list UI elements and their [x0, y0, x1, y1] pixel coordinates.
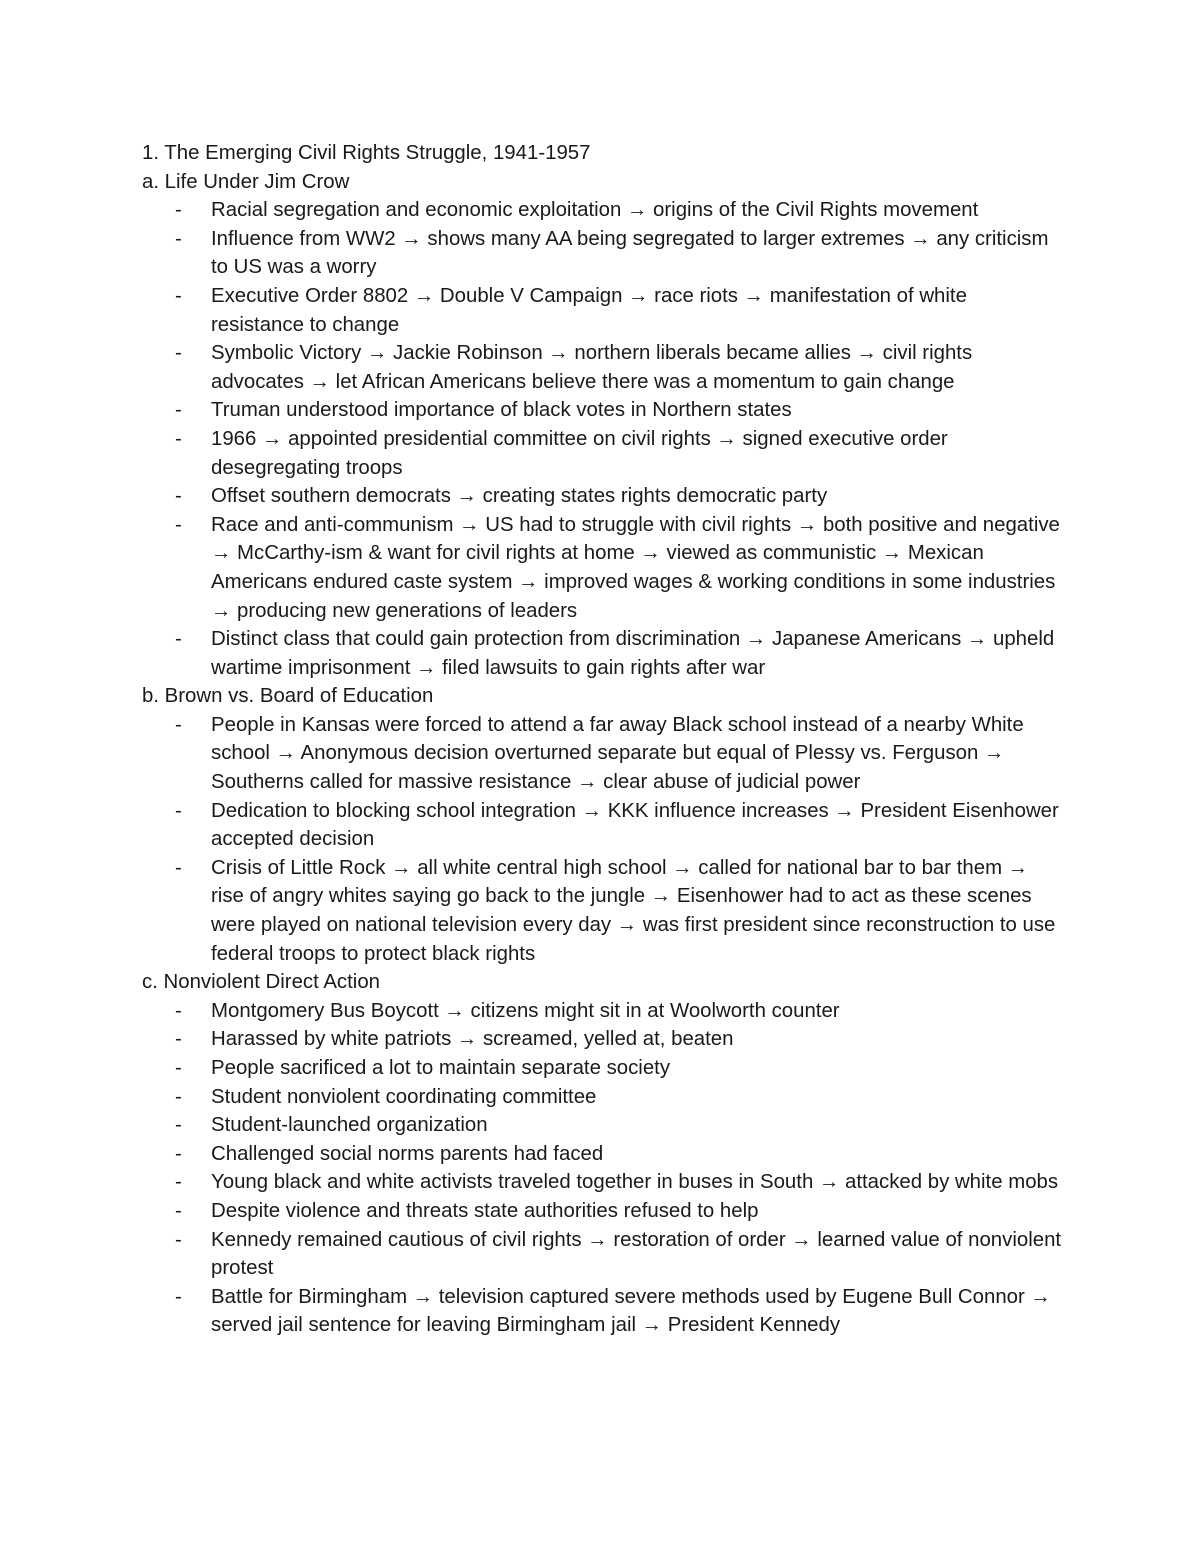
- list-item: [142, 1111, 1062, 1140]
- list-item-text: Executive Order 8802 → Double V Campaign → race riots → manifestation of white resistance to change: [211, 284, 967, 336]
- list-item: [142, 625, 1062, 682]
- bullet-dash: -: [175, 713, 182, 736]
- list-item: [142, 1226, 1062, 1283]
- list-item-text: Truman understood importance of black votes in Northern states: [211, 399, 792, 422]
- list-item-text: Harassed by white patriots → screamed, yelled at, beaten: [211, 1028, 734, 1051]
- bullet-dash: -: [175, 1085, 182, 1108]
- list-item-text: People sacrificed a lot to maintain separate society: [211, 1057, 671, 1079]
- list-item-text: Symbolic Victory → Jackie Robinson → northern liberals became allies → civil rights advocates → let African Americans believe there was a momentum to gain change: [211, 342, 973, 393]
- bullet-dash: -: [175, 1142, 182, 1165]
- list-item-text: Battle for Birmingham → television captured severe methods used by Eugene Bull Connor → served jail sentence for leaving Birmingham jail → President Kennedy: [211, 1285, 1051, 1337]
- list-item-text: Crisis of Little Rock → all white central high school → called for national bar to bar them → rise of angry whites saying go back to the jungle → Eisenhower had to act as these scenes were played on national television every day → was first president since reconstruction to use federal troops to protect black rights: [211, 856, 1056, 965]
- bullet-dash: -: [175, 1228, 182, 1251]
- document-title: 1. The Emerging Civil Rights Struggle, 1941-1957: [142, 142, 591, 164]
- list-item-text: Dedication to blocking school integration → KKK influence increases → President Eisenhower accepted decision: [211, 799, 1059, 851]
- list-item-text: 1966 → appointed presidential committee on civil rights → signed executive order desegregating troops: [211, 427, 948, 479]
- bullet-dash: -: [175, 199, 182, 222]
- bullet-dash: -: [175, 227, 182, 250]
- section: [142, 968, 1062, 1340]
- list-item: [142, 425, 1062, 482]
- list-item: [142, 511, 1062, 625]
- bullet-dash: -: [175, 1285, 182, 1308]
- bullet-list: [142, 711, 1062, 968]
- list-item-text: Racial segregation and economic exploitation → origins of the Civil Rights movement: [211, 199, 979, 222]
- section-heading: b. Brown vs. Board of Education: [142, 685, 434, 708]
- list-item: [142, 1083, 1062, 1112]
- list-item-text: Student nonviolent coordinating committee: [211, 1085, 597, 1108]
- bullet-dash: -: [175, 342, 182, 365]
- list-item: [142, 797, 1062, 854]
- list-item: [142, 1283, 1062, 1340]
- section: [142, 682, 1062, 968]
- bullet-dash: -: [175, 1028, 182, 1051]
- list-item-text: Student-launched organization: [211, 1114, 488, 1137]
- list-item: [142, 482, 1062, 511]
- bullet-dash: -: [175, 856, 182, 879]
- list-item: [142, 339, 1062, 396]
- list-item: [142, 1054, 1062, 1083]
- list-item-text: Distinct class that could gain protection from discrimination → Japanese Americans → upheld wartime imprisonment → filed lawsuits to gain rights after war: [211, 628, 1055, 679]
- list-item: [142, 196, 1062, 225]
- bullet-dash: -: [175, 284, 182, 307]
- bullet-dash: -: [175, 399, 182, 422]
- list-item-text: Despite violence and threats state authorities refused to help: [211, 1199, 759, 1222]
- list-item-text: Kennedy remained cautious of civil rights → restoration of order → learned value of nonviolent protest: [211, 1228, 1062, 1280]
- bullet-dash: -: [175, 628, 182, 651]
- list-item-text: Offset southern democrats → creating states rights democratic party: [211, 485, 828, 508]
- section: [142, 168, 1062, 683]
- list-item: [142, 225, 1062, 282]
- bullet-list: [142, 196, 1062, 682]
- bullet-dash: -: [175, 485, 182, 508]
- list-item: [142, 282, 1062, 339]
- bullet-dash: -: [175, 1057, 182, 1079]
- list-item: [142, 396, 1062, 425]
- list-item-text: Influence from WW2 → shows many AA being segregated to larger extremes → any criticism to US was a worry: [211, 227, 1049, 279]
- section-heading: a. Life Under Jim Crow: [142, 170, 350, 193]
- bullet-dash: -: [175, 999, 182, 1022]
- list-item-text: Race and anti-communism → US had to struggle with civil rights → both positive and negative → McCarthy-ism & want for civil rights at home → viewed as communistic → Mexican Americans endured caste system → improved wages & working conditions in some industries → producing new generations of leaders: [211, 513, 1060, 622]
- list-item: [142, 711, 1062, 797]
- bullet-dash: -: [175, 1171, 182, 1194]
- list-item-text: Challenged social norms parents had faced: [211, 1142, 604, 1165]
- bullet-list: [142, 997, 1062, 1340]
- bullet-dash: -: [175, 1199, 182, 1222]
- bullet-dash: -: [175, 1114, 182, 1137]
- list-item: [142, 854, 1062, 968]
- list-item: [142, 1140, 1062, 1169]
- list-item: [142, 1025, 1062, 1054]
- document-page: [142, 139, 1062, 1340]
- section-heading: c. Nonviolent Direct Action: [142, 971, 380, 994]
- list-item-text: Montgomery Bus Boycott → citizens might sit in at Woolworth counter: [211, 999, 840, 1022]
- list-item-text: People in Kansas were forced to attend a far away Black school instead of a nearby White school → Anonymous decision overturned separate but equal of Plessy vs. Ferguson → Southerns called for massive resistance → clear abuse of judicial power: [211, 713, 1024, 794]
- bullet-dash: -: [175, 513, 182, 536]
- list-item: [142, 1197, 1062, 1226]
- list-item: [142, 1168, 1062, 1197]
- sections-container: [142, 168, 1062, 1340]
- bullet-dash: -: [175, 427, 182, 450]
- list-item: [142, 997, 1062, 1026]
- bullet-dash: -: [175, 799, 182, 822]
- list-item-text: Young black and white activists traveled together in buses in South → attacked by white mobs: [211, 1171, 1059, 1194]
